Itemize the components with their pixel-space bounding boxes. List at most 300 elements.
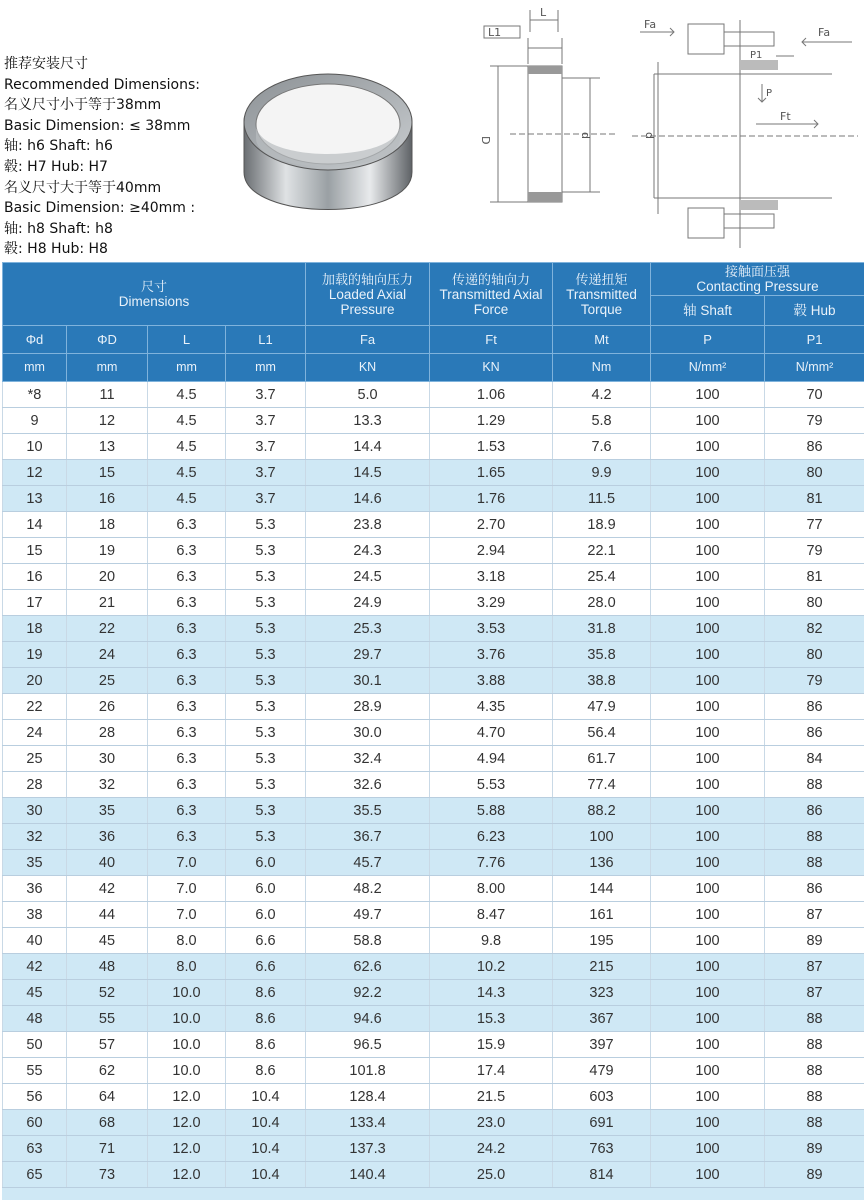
table-cell: 2.70 [430,512,553,538]
table-cell: 82 [765,616,864,642]
table-cell: 4.94 [430,746,553,772]
table-cell: 17 [3,590,67,616]
table-cell: 10.4 [226,1136,306,1162]
top-section [0,0,864,262]
header-shaft: 轴 Shaft [651,296,765,326]
table-cell: 24 [67,642,148,668]
table-cell: 8.6 [226,1058,306,1084]
table-cell: 38.8 [553,668,651,694]
table-cell: 36 [3,876,67,902]
table-cell: 323 [553,980,651,1006]
table-cell: 48 [67,954,148,980]
table-cell: 215 [553,954,651,980]
table-cell: 6.3 [148,798,226,824]
table-cell: 88 [765,1006,864,1032]
table-cell: 80 [765,460,864,486]
table-row [3,954,864,980]
table-cell: 6.3 [148,746,226,772]
table-cell: 100 [651,928,765,954]
table-cell: 4.2 [553,382,651,408]
recommended-dimensions-text [4,54,200,260]
table-cell: 100 [651,1058,765,1084]
assembly-diagram-right [622,2,864,252]
table-row [3,1058,864,1084]
table-cell: 6.3 [148,668,226,694]
table-cell: 6.3 [148,616,226,642]
table-cell: 8.6 [226,980,306,1006]
table-cell: 6.6 [226,928,306,954]
table-cell: 86 [765,720,864,746]
table-cell: 79 [765,538,864,564]
header-transmitted-torque: 传递扭矩 Transmitted Torque [553,263,651,326]
table-cell: 62 [67,1058,148,1084]
table-cell: 1.06 [430,382,553,408]
table-row [3,1110,864,1136]
table-cell: 86 [765,876,864,902]
table-cell: 6.23 [430,824,553,850]
table-row [3,590,864,616]
table-cell: 87 [765,954,864,980]
unit-header: KN [430,354,553,382]
spec-line: 毂: H7 Hub: H7 [4,158,108,175]
table-cell: 57 [67,1032,148,1058]
table-cell: 42 [67,876,148,902]
table-cell: 5.3 [226,668,306,694]
table-cell: 6.3 [148,824,226,850]
table-cell: 100 [651,902,765,928]
table-cell: 3.7 [226,382,306,408]
table-cell: 40 [67,850,148,876]
table-cell: 35.8 [553,642,651,668]
table-cell: 3.7 [226,434,306,460]
table-cell: 1.65 [430,460,553,486]
table-cell: 22.1 [553,538,651,564]
table-cell: 5.3 [226,616,306,642]
table-cell: 5.3 [226,538,306,564]
table-cell: 9 [3,408,67,434]
table-cell: 4.70 [430,720,553,746]
table-cell: 6.3 [148,538,226,564]
table-cell: 100 [651,876,765,902]
table-cell: 12 [3,460,67,486]
table-cell: 68 [67,1110,148,1136]
table-cell: 1.53 [430,434,553,460]
table-cell: 6.3 [148,512,226,538]
header-contacting-pressure: 接触面压强 Contacting Pressure [651,263,864,296]
table-row [3,1006,864,1032]
table-cell: 3.7 [226,486,306,512]
table-row [3,694,864,720]
table-cell: 47.9 [553,694,651,720]
table-cell: 3.18 [430,564,553,590]
table-cell: 144 [553,876,651,902]
table-row [3,668,864,694]
specification-table [2,262,864,1188]
table-cell: 28.9 [306,694,430,720]
label-p1: P1 [750,50,763,61]
table-cell: 25.0 [430,1162,553,1188]
table-cell: 86 [765,694,864,720]
table-row [3,512,864,538]
table-cell: 79 [765,408,864,434]
table-cell: 16 [3,564,67,590]
table-cell: 100 [651,590,765,616]
table-cell: 6.0 [226,876,306,902]
table-cell: 50 [3,1032,67,1058]
table-cell: 65 [3,1162,67,1188]
table-cell: 140.4 [306,1162,430,1188]
table-cell: 88 [765,850,864,876]
table-cell: 44 [67,902,148,928]
table-cell: 6.3 [148,694,226,720]
table-cell: 10.4 [226,1110,306,1136]
header-transmitted-axial-force: 传递的轴向力 Transmitted Axial Force [430,263,553,326]
table-cell: 20 [67,564,148,590]
table-cell: 100 [651,1006,765,1032]
table-cell: 100 [651,434,765,460]
table-cell: 17.4 [430,1058,553,1084]
table-cell: 5.3 [226,642,306,668]
table-row [3,434,864,460]
table-cell: 25 [3,746,67,772]
table-row [3,1032,864,1058]
table-cell: 35.5 [306,798,430,824]
table-cell: 19 [67,538,148,564]
table-cell: 7.76 [430,850,553,876]
table-cell: 1.76 [430,486,553,512]
table-cell: 100 [651,616,765,642]
label-ft: Ft [780,110,791,123]
table-cell: 11 [67,382,148,408]
table-cell: 10.4 [226,1084,306,1110]
table-cell: 32 [3,824,67,850]
spec-line: 名义尺寸大于等于40mm [4,179,162,196]
table-cell: 6.3 [148,642,226,668]
table-cell: 8.47 [430,902,553,928]
table-cell: 5.3 [226,720,306,746]
table-cell: 13.3 [306,408,430,434]
table-cell: 1.29 [430,408,553,434]
table-cell: 133.4 [306,1110,430,1136]
table-cell: 14.4 [306,434,430,460]
symbol-header: Φd [3,326,67,354]
table-row [3,564,864,590]
table-cell: 92.2 [306,980,430,1006]
table-cell: 45 [67,928,148,954]
table-cell: 15.3 [430,1006,553,1032]
table-cell: 100 [651,720,765,746]
table-row [3,1136,864,1162]
table-cell: 101.8 [306,1058,430,1084]
spec-line: Recommended Dimensions: [4,76,200,93]
table-cell: 7.0 [148,850,226,876]
table-cell: 88 [765,1110,864,1136]
table-cell: 14.3 [430,980,553,1006]
table-cell: 6.0 [226,902,306,928]
table-cell: 4.5 [148,486,226,512]
table-row [3,746,864,772]
table-cell: 6.6 [226,954,306,980]
symbol-header: Fa [306,326,430,354]
table-cell: 100 [651,564,765,590]
table-cell: 15 [3,538,67,564]
table-cell: 88 [765,1032,864,1058]
symbol-header: L1 [226,326,306,354]
table-cell: 22 [3,694,67,720]
table-cell: 89 [765,928,864,954]
table-cell: 397 [553,1032,651,1058]
table-cell: 32 [67,772,148,798]
table-cell: 137.3 [306,1136,430,1162]
table-cell: 12.0 [148,1136,226,1162]
table-row [3,980,864,1006]
table-cell: 8.6 [226,1032,306,1058]
table-cell: 94.6 [306,1006,430,1032]
table-cell: 81 [765,486,864,512]
table-cell: 5.3 [226,590,306,616]
header-dimensions: 尺寸 Dimensions [3,263,306,326]
symbol-header: P1 [765,326,864,354]
table-cell: 89 [765,1162,864,1188]
table-cell: 9.8 [430,928,553,954]
unit-header: N/mm² [651,354,765,382]
ring-product-photo [236,52,420,230]
table-cell: 100 [651,1110,765,1136]
symbol-header: Mt [553,326,651,354]
table-cell: 30.0 [306,720,430,746]
label-p: P [766,88,773,99]
table-cell: 2.94 [430,538,553,564]
table-cell: 38 [3,902,67,928]
table-cell: 48.2 [306,876,430,902]
table-cell: 3.53 [430,616,553,642]
table-cell: 48 [3,1006,67,1032]
table-cell: 5.88 [430,798,553,824]
table-cell: 100 [651,824,765,850]
unit-header: mm [3,354,67,382]
table-row [3,772,864,798]
table-cell: 10.2 [430,954,553,980]
table-cell: 8.00 [430,876,553,902]
table-cell: 100 [651,746,765,772]
label-L: L [540,6,547,19]
table-cell: 100 [651,512,765,538]
table-cell: 64 [67,1084,148,1110]
table-cell: 71 [67,1136,148,1162]
table-cell: 100 [651,538,765,564]
table-cell: 79 [765,668,864,694]
table-cell: 603 [553,1084,651,1110]
table-cell: 691 [553,1110,651,1136]
header-loaded-axial-pressure: 加载的轴向压力 Loaded Axial Pressure [306,263,430,326]
table-cell: 5.3 [226,824,306,850]
table-cell: 100 [651,1032,765,1058]
table-row [3,876,864,902]
unit-header: N/mm² [765,354,864,382]
spec-line: Basic Dimension: ≥40mm : [4,200,196,217]
table-cell: 77.4 [553,772,651,798]
spec-line: 轴: h8 Shaft: h8 [4,220,113,237]
table-cell: 100 [651,668,765,694]
table-cell: 84 [765,746,864,772]
table-cell: 25.3 [306,616,430,642]
table-row [3,798,864,824]
table-cell: 87 [765,902,864,928]
table-cell: 6.3 [148,564,226,590]
table-cell: 96.5 [306,1032,430,1058]
table-cell: 5.3 [226,798,306,824]
table-cell: 86 [765,434,864,460]
table-cell: 100 [651,1084,765,1110]
table-cell: 28 [67,720,148,746]
table-cell: 7.0 [148,902,226,928]
table-cell: 88 [765,1058,864,1084]
table-cell: 12 [67,408,148,434]
table-cell: 19 [3,642,67,668]
table-cell: 24.3 [306,538,430,564]
table-row [3,824,864,850]
table-cell: 161 [553,902,651,928]
table-cell: 100 [651,694,765,720]
table-row [3,616,864,642]
table-cell: 36.7 [306,824,430,850]
table-cell: 35 [3,850,67,876]
label-D: D [479,136,492,145]
symbol-header: Ft [430,326,553,354]
table-cell: 21 [67,590,148,616]
table-cell: 88 [765,824,864,850]
spec-line: 轴: h6 Shaft: h6 [4,138,113,155]
table-cell: 100 [651,850,765,876]
table-cell: 55 [67,1006,148,1032]
table-cell: 5.0 [306,382,430,408]
unit-header: KN [306,354,430,382]
table-row [3,1162,864,1188]
table-cell: 100 [651,408,765,434]
table-row [3,902,864,928]
table-cell: 367 [553,1006,651,1032]
table-cell: 49.7 [306,902,430,928]
table-cell: 24 [3,720,67,746]
unit-header: mm [226,354,306,382]
table-cell: 8.0 [148,954,226,980]
table-row [3,720,864,746]
table-cell: 100 [651,642,765,668]
table-cell: 4.5 [148,382,226,408]
table-cell: 6.3 [148,720,226,746]
cut-off-row [2,1188,864,1200]
table-cell: 814 [553,1162,651,1188]
table-cell: 100 [651,798,765,824]
table-row [3,538,864,564]
table-cell: 30 [3,798,67,824]
cross-section-diagram-left [470,2,620,214]
table-cell: 40 [3,928,67,954]
table-cell: 3.29 [430,590,553,616]
table-cell: 80 [765,590,864,616]
table-cell: 24.9 [306,590,430,616]
table-cell: 87 [765,980,864,1006]
table-cell: 18 [67,512,148,538]
unit-header: Nm [553,354,651,382]
label-d: d [579,132,592,139]
table-cell: 30 [67,746,148,772]
table-cell: 5.8 [553,408,651,434]
table-row [3,382,864,408]
unit-header: mm [148,354,226,382]
table-cell: 81 [765,564,864,590]
table-cell: 31.8 [553,616,651,642]
table-cell: 7.0 [148,876,226,902]
table-cell: 100 [651,954,765,980]
table-cell: 13 [3,486,67,512]
table-cell: 100 [651,1136,765,1162]
table-cell: 56.4 [553,720,651,746]
table-cell: 100 [651,772,765,798]
label-d-right: d [643,132,656,139]
table-cell: 24.5 [306,564,430,590]
table-cell: 18 [3,616,67,642]
table-cell: 16 [67,486,148,512]
table-cell: 55 [3,1058,67,1084]
table-cell: 14.5 [306,460,430,486]
table-cell: 3.76 [430,642,553,668]
table-cell: 24.2 [430,1136,553,1162]
table-cell: 12.0 [148,1110,226,1136]
table-cell: 4.5 [148,408,226,434]
table-cell: 80 [765,642,864,668]
table-cell: 15 [67,460,148,486]
table-cell: 23.8 [306,512,430,538]
table-cell: 89 [765,1136,864,1162]
table-cell: 128.4 [306,1084,430,1110]
table-cell: 28.0 [553,590,651,616]
symbol-header: ΦD [67,326,148,354]
table-cell: 22 [67,616,148,642]
table-cell: 86 [765,798,864,824]
table-cell: 100 [651,382,765,408]
table-cell: 8.0 [148,928,226,954]
table-cell: 479 [553,1058,651,1084]
table-cell: 6.3 [148,772,226,798]
table-cell: 14 [3,512,67,538]
spec-line: Basic Dimension: ≤ 38mm [4,117,191,134]
table-cell: 136 [553,850,651,876]
header-hub: 毂 Hub [765,296,864,326]
table-cell: 25.4 [553,564,651,590]
table-cell: 3.7 [226,408,306,434]
table-row [3,642,864,668]
table-row [3,1084,864,1110]
spec-line: 名义尺寸小于等于38mm [4,97,162,114]
table-row [3,486,864,512]
table-cell: 4.5 [148,460,226,486]
table-cell: 58.8 [306,928,430,954]
table-cell: 3.7 [226,460,306,486]
table-cell: 5.3 [226,746,306,772]
table-cell: 56 [3,1084,67,1110]
table-cell: 32.6 [306,772,430,798]
table-cell: 5.3 [226,564,306,590]
table-cell: 14.6 [306,486,430,512]
table-cell: 100 [651,486,765,512]
table-cell: 35 [67,798,148,824]
table-cell: 10.0 [148,1032,226,1058]
table-cell: 25 [67,668,148,694]
table-cell: 100 [651,980,765,1006]
table-cell: 195 [553,928,651,954]
table-cell: 4.5 [148,434,226,460]
